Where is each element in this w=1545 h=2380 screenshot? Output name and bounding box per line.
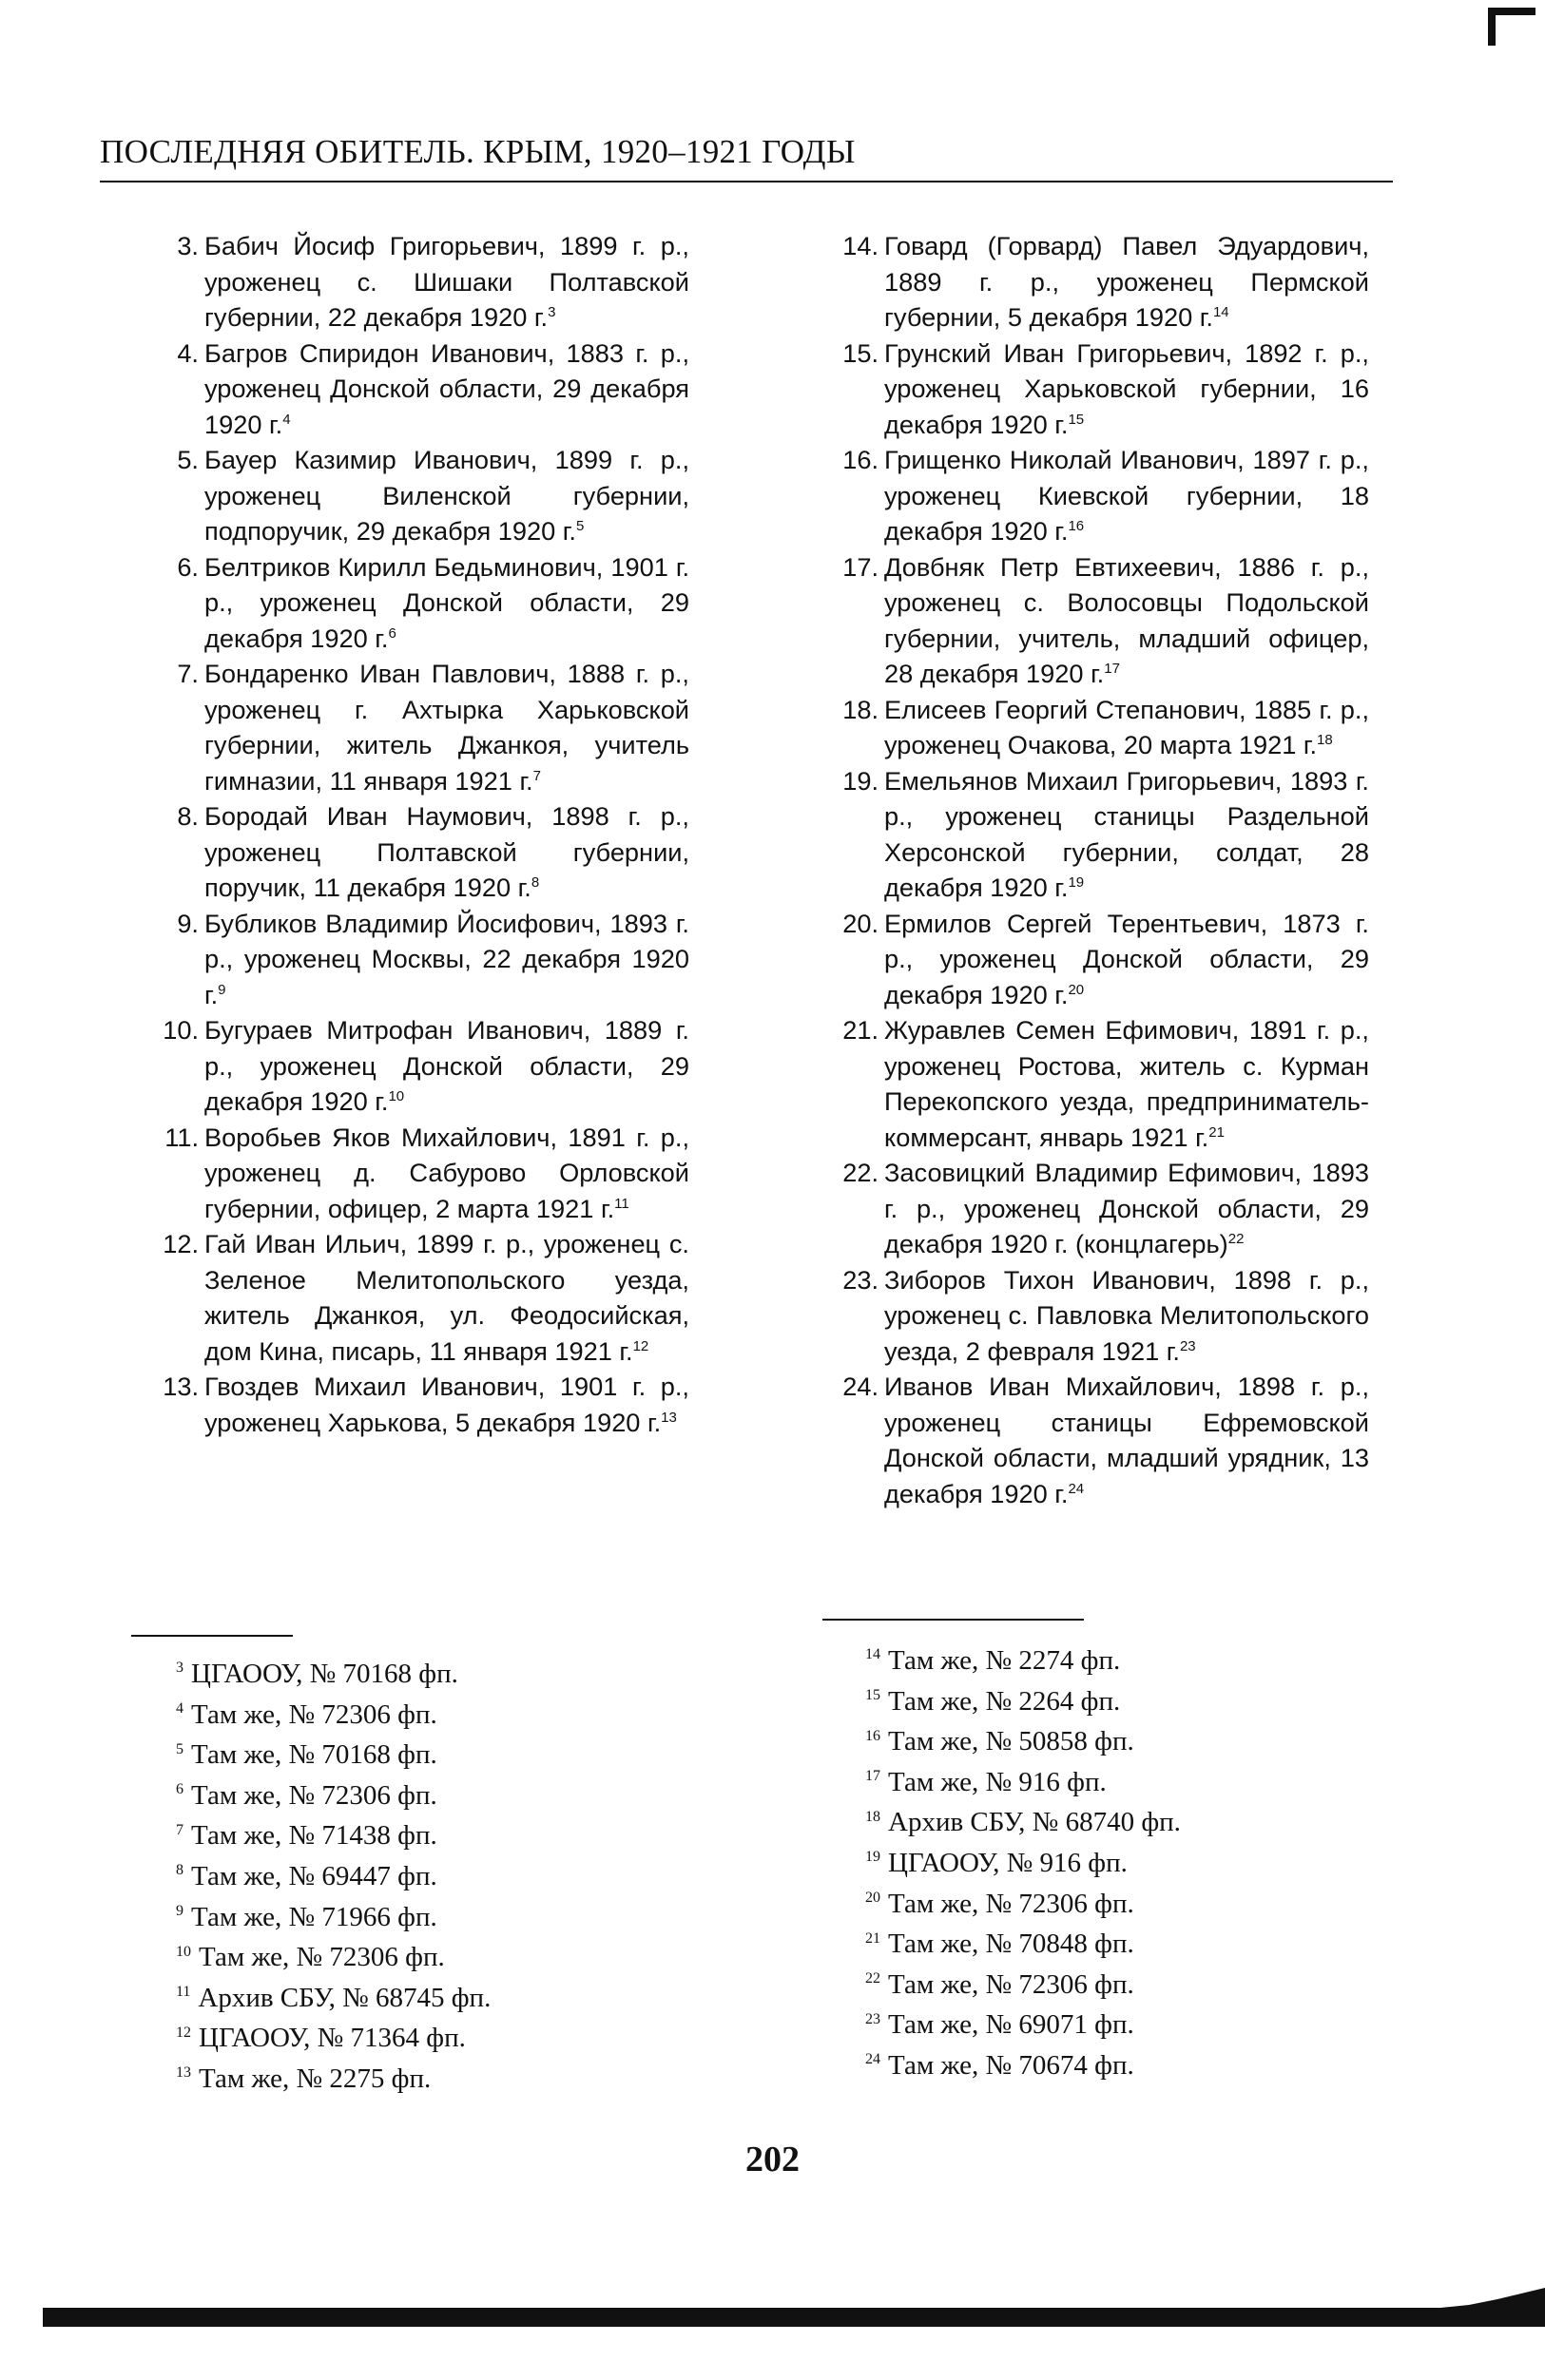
- entry-text: Иванов Иван Михайлович, 1898 г. р., уроженец станицы Ефремовской Донской области, младший урядник, 13 декабря 1920 г.: [884, 1372, 1369, 1508]
- entry-number: 7.: [177, 659, 199, 688]
- footnote-number: 14: [865, 1646, 880, 1663]
- entry-number: 21.: [842, 1015, 879, 1045]
- footnote-number: 7: [176, 1821, 183, 1838]
- entry-text: Грищенко Николай Иванович, 1897 г. р., уроженец Киевской губернии, 18 декабря 1920 г.: [884, 445, 1369, 546]
- list-item: [157, 798, 689, 906]
- footnote-number: 8: [176, 1862, 183, 1879]
- list-item: [157, 549, 689, 657]
- list-item: [837, 1012, 1369, 1155]
- footnote: [176, 1815, 708, 1856]
- list-item: [157, 1369, 689, 1440]
- footnote-text: Там же, № 916 фп.: [888, 1766, 1107, 1797]
- footnotes-right: [865, 1641, 1398, 2086]
- list-item: [157, 228, 689, 336]
- footnotes-left: [176, 1654, 708, 2100]
- entry-text: Белтриков Кирилл Бедьминович, 1901 г. р., уроженец Донской области, 29 декабря 1920 г.: [204, 551, 689, 653]
- list-item: [157, 656, 689, 798]
- entry-number: 10.: [163, 1015, 199, 1045]
- footnote: [176, 2059, 708, 2100]
- footnote: [865, 1681, 1398, 1722]
- footnote-number: 4: [176, 1699, 183, 1717]
- footnote-separator: [131, 1635, 293, 1637]
- page-number: 202: [745, 2140, 800, 2179]
- footnote: [865, 1843, 1398, 1884]
- list-item: [157, 442, 689, 549]
- footnote-text: Там же, № 69071 фп.: [888, 2009, 1134, 2041]
- footnote: [176, 1775, 708, 1816]
- footnote-text: ЦГАООУ, № 71364 фп.: [199, 2023, 466, 2054]
- footnote-ref: 24: [1068, 1480, 1085, 1497]
- scan-bottom-band: [43, 2308, 1545, 2327]
- footnote: [865, 1884, 1398, 1925]
- footnote-number: 19: [865, 1849, 880, 1866]
- footnote: [176, 1937, 708, 1978]
- footnote-ref: 21: [1208, 1123, 1225, 1141]
- footnote-text: Там же, № 72306 фп.: [199, 1942, 445, 1973]
- footnote-text: Там же, № 2274 фп.: [888, 1645, 1121, 1676]
- entry-text: Елисеев Георгий Степанович, 1885 г. р., уроженец Очакова, 20 марта 1921 г.: [884, 694, 1369, 759]
- list-item: [837, 692, 1369, 763]
- entry-text: Бородай Иван Наумович, 1898 г. р., уроженец Полтавской губернии, поручик, 11 декабря 1920 г.: [204, 801, 689, 902]
- footnote-number: 16: [865, 1727, 880, 1744]
- footnote-ref: 22: [1227, 1230, 1245, 1247]
- entry-number: 16.: [842, 445, 879, 474]
- entry-number: 13.: [163, 1372, 199, 1401]
- entry-text: Воробьев Яков Михайлович, 1891 г. р., уроженец д. Сабурово Орловской губернии, офицер, 2 марта 1921 г.: [204, 1122, 689, 1223]
- entry-text: Засовицкий Владимир Ефимович, 1893 г. р., уроженец Донской области, 29 декабря 1920 г. (концлагерь): [884, 1158, 1369, 1258]
- entry-text: Бондаренко Иван Павлович, 1888 г. р., уроженец г. Ахтырка Харьковской губернии, житель Джанкоя, учитель гимназии, 11 января 1921 г.: [204, 659, 689, 796]
- footnote-ref: 10: [388, 1087, 405, 1104]
- footnote: [865, 1721, 1398, 1762]
- footnote: [865, 1762, 1398, 1803]
- footnote-text: Там же, № 71438 фп.: [191, 1820, 437, 1852]
- footnote-text: Там же, № 72306 фп.: [191, 1699, 437, 1730]
- footnote-number: 15: [865, 1686, 880, 1703]
- entry-number: 15.: [842, 337, 879, 368]
- footnote-text: Там же, № 70674 фп.: [888, 2049, 1134, 2081]
- entry-number: 20.: [842, 908, 879, 938]
- entry-text: Гай Иван Ильич, 1899 г. р., уроженец с. Зеленое Мелитопольского уезда, житель Джанкоя, ул. Феодосийская, дом Кина, писарь, 11 января 1921 г.: [204, 1229, 689, 1366]
- entry-text: Бауер Казимир Иванович, 1899 г. р., уроженец Виленской губернии, подпоручик, 29 декабря 1920 г.: [204, 445, 689, 546]
- entry-number: 9.: [177, 908, 199, 938]
- footnote-text: Там же, № 69447 фп.: [191, 1860, 437, 1891]
- footnote-ref: 12: [632, 1337, 649, 1354]
- list-item: [157, 906, 689, 1013]
- footnote-number: 3: [176, 1660, 183, 1677]
- footnote-number: 13: [176, 2064, 191, 2082]
- entry-number: 4.: [177, 337, 199, 368]
- entry-text: Емельянов Михаил Григорьевич, 1893 г. р., уроженец станицы Раздельной Херсонской губернии, солдат, 28 декабря 1920 г.: [884, 765, 1369, 902]
- entry-text: Ермилов Сергей Терентьевич, 1873 г. р., уроженец Донской области, 29 декабря 1920 г.: [884, 908, 1369, 1009]
- footnote-text: Там же, № 2264 фп.: [888, 1685, 1121, 1717]
- scan-edge-artifact: [1431, 2286, 1545, 2309]
- footnote: [176, 1735, 708, 1775]
- list-item: [837, 1262, 1369, 1370]
- footnote-text: Там же, № 2275 фп.: [199, 2063, 432, 2094]
- list-item: [837, 906, 1369, 1013]
- list-item: [837, 1369, 1369, 1511]
- footnote-number: 23: [865, 2010, 880, 2027]
- list-item: [837, 1155, 1369, 1262]
- footnote: [176, 2018, 708, 2059]
- footnote-ref: 18: [1317, 731, 1333, 748]
- footnote-ref: 14: [1212, 303, 1229, 320]
- crop-mark: [1488, 8, 1535, 46]
- running-head: ПОСЛЕДНЯЯ ОБИТЕЛЬ. КРЫМ, 1920–1921 ГОДЫ: [100, 133, 856, 170]
- footnote-text: Архив СБУ, № 68740 фп.: [888, 1807, 1181, 1838]
- entry-number: 6.: [177, 551, 199, 582]
- list-item: [157, 336, 689, 443]
- list-item: [157, 1120, 689, 1227]
- entries-left-column: [157, 228, 689, 1440]
- list-item: [837, 228, 1369, 336]
- list-item: [157, 1012, 689, 1120]
- footnote-text: Там же, № 50858 фп.: [888, 1726, 1134, 1757]
- footnote: [865, 1641, 1398, 1681]
- entry-number: 12.: [163, 1229, 199, 1258]
- header-rule: [100, 181, 1393, 182]
- footnote: [865, 2005, 1398, 2045]
- footnote-ref: 23: [1179, 1337, 1196, 1354]
- footnote: [176, 1897, 708, 1938]
- footnote-number: 18: [865, 1808, 880, 1825]
- footnote: [176, 1978, 708, 2019]
- footnote-text: Архив СБУ, № 68745 фп.: [198, 1982, 492, 2013]
- footnote-number: 5: [176, 1740, 183, 1757]
- entry-number: 17.: [842, 551, 879, 582]
- entry-number: 24.: [842, 1372, 879, 1401]
- entry-number: 14.: [842, 231, 879, 260]
- footnote-ref: 19: [1068, 873, 1085, 891]
- list-item: [837, 442, 1369, 549]
- list-item: [837, 336, 1369, 443]
- footnote-ref: 3: [548, 303, 556, 320]
- entry-number: 5.: [177, 445, 199, 474]
- footnote: [865, 1802, 1398, 1843]
- footnote-number: 20: [865, 1889, 880, 1906]
- entry-number: 3.: [177, 231, 199, 260]
- footnote-number: 10: [176, 1943, 191, 1960]
- footnote-text: Там же, № 70848 фп.: [888, 1929, 1134, 1960]
- entry-number: 19.: [842, 765, 879, 796]
- footnote-ref: 6: [388, 624, 396, 642]
- footnote-ref: 17: [1104, 660, 1120, 677]
- footnote-number: 11: [176, 1984, 191, 2001]
- footnote: [865, 1965, 1398, 2006]
- entry-text: Говард (Горвард) Павел Эдуардович, 1889 г. р., уроженец Пермской губернии, 5 декабря 1920 г.: [884, 231, 1369, 332]
- footnote: [865, 2045, 1398, 2086]
- footnote-text: ЦГАООУ, № 916 фп.: [888, 1847, 1128, 1878]
- footnote-text: Там же, № 72306 фп.: [888, 1968, 1134, 2000]
- list-item: [837, 549, 1369, 692]
- entry-text: Бубликов Владимир Йосифович, 1893 г. р., уроженец Москвы, 22 декабря 1920 г.: [204, 908, 689, 1009]
- footnote-ref: 16: [1068, 517, 1085, 534]
- entry-number: 8.: [177, 801, 199, 831]
- footnote-text: ЦГАООУ, № 70168 фп.: [191, 1659, 458, 1689]
- entry-number: 22.: [842, 1158, 879, 1187]
- footnote-ref: 7: [532, 767, 541, 784]
- footnote-number: 22: [865, 1970, 880, 1987]
- footnote-number: 12: [176, 2024, 191, 2041]
- entry-text: Довбняк Петр Евтихеевич, 1886 г. р., уроженец с. Волосовцы Подольской губернии, учитель, младший офицер, 28 декабря 1920 г.: [884, 551, 1369, 688]
- entry-number: 11.: [164, 1122, 199, 1152]
- footnote-text: Там же, № 71966 фп.: [191, 1901, 437, 1932]
- footnote-ref: 8: [531, 873, 540, 891]
- footnote-ref: 11: [614, 1195, 629, 1212]
- entry-text: Бугураев Митрофан Иванович, 1889 г. р., уроженец Донской области, 29 декабря 1920 г.: [204, 1015, 689, 1116]
- entry-text: Бабич Йосиф Григорьевич, 1899 г. р., уроженец с. Шишаки Полтавской губернии, 22 декабря 1920 г.: [204, 231, 689, 332]
- entry-number: 23.: [842, 1264, 879, 1295]
- footnote-number: 6: [176, 1781, 183, 1798]
- footnote-ref: 13: [661, 1409, 677, 1426]
- entry-text: Грунский Иван Григорьевич, 1892 г. р., уроженец Харьковской губернии, 16 декабря 1920 г.: [884, 337, 1369, 439]
- footnote-separator: [822, 1619, 1084, 1621]
- footnote-ref: 9: [218, 981, 226, 998]
- entries-right-column: [837, 228, 1369, 1511]
- footnote-text: Там же, № 72306 фп.: [888, 1888, 1134, 1919]
- entry-number: 18.: [842, 694, 879, 724]
- entry-text: Гвоздев Михаил Иванович, 1901 г. р., уроженец Харькова, 5 декабря 1920 г.: [204, 1372, 689, 1437]
- footnote-text: Там же, № 70168 фп.: [191, 1739, 437, 1771]
- footnote-ref: 15: [1068, 411, 1085, 428]
- entry-text: Журавлев Семен Ефимович, 1891 г. р., уроженец Ростова, житель с. Курман Перекопского уезда, предприниматель-коммерсант, январь 1921 г.: [884, 1015, 1369, 1152]
- footnote-number: 24: [865, 2051, 880, 2068]
- list-item: [157, 1226, 689, 1369]
- footnote-ref: 20: [1068, 981, 1085, 998]
- footnote-number: 9: [176, 1902, 183, 1919]
- footnote-ref: 5: [575, 517, 585, 534]
- footnote: [176, 1695, 708, 1736]
- footnote-number: 17: [865, 1768, 880, 1785]
- entry-text: Зиборов Тихон Иванович, 1898 г. р., уроженец с. Павловка Мелитопольского уезда, 2 февраля 1921 г.: [884, 1264, 1369, 1366]
- list-item: [837, 763, 1369, 906]
- entry-text: Багров Спиридон Иванович, 1883 г. р., уроженец Донской области, 29 декабря 1920 г.: [204, 337, 689, 439]
- footnote: [176, 1654, 708, 1695]
- footnote-number: 21: [865, 1929, 880, 1947]
- footnote: [176, 1856, 708, 1897]
- footnote-ref: 4: [282, 411, 291, 428]
- footnote-text: Там же, № 72306 фп.: [191, 1779, 437, 1811]
- footnote: [865, 1924, 1398, 1965]
